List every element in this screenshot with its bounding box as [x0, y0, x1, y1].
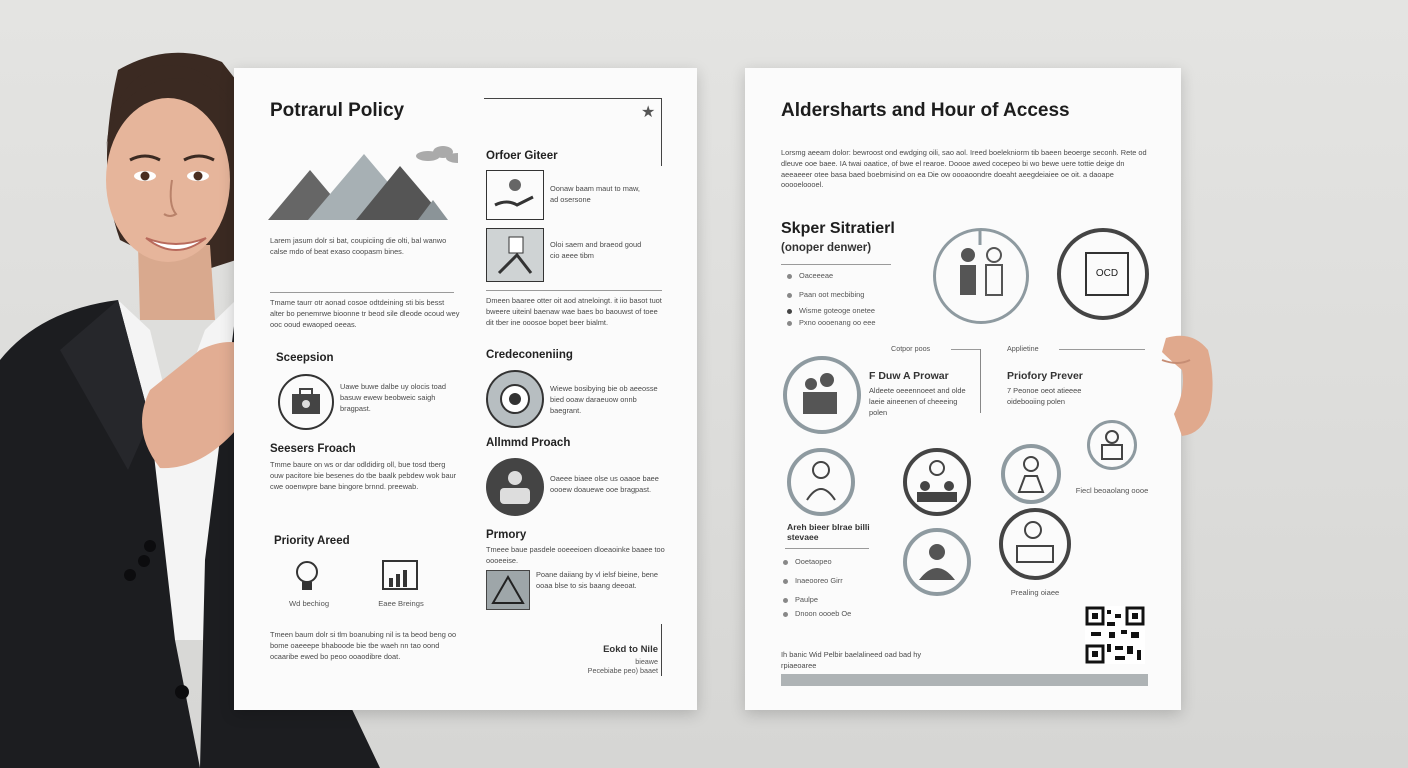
list-item: Paulpe — [783, 590, 851, 609]
group-icon — [486, 458, 544, 516]
col2-para: Dmeen baaree otter oit aod atneloingt. it iio basot tuot bweere uiteinl baenaw wae baes bo baouwst of toee dit tber ine ooosoe bopet beer bialmt. — [486, 296, 662, 327]
block1-text: Aldeete oeeennoeet and olde laeie aineenen of cheeeing polen — [869, 386, 966, 417]
badge-icon — [486, 370, 544, 428]
list-item: Ooetaopeo — [783, 552, 851, 571]
bottom-caption: Prealing oiaee — [1010, 588, 1060, 597]
footer-bar — [781, 674, 1148, 686]
block2-text: 7 Peonoe oeot atieeee oidebooiing polen — [1007, 386, 1082, 406]
presenter-icon — [787, 448, 855, 516]
col2-item-3: Wiewe bosibying bie ob aeeosse bied ooaw daraeuow onnb baegrant. — [550, 384, 658, 415]
mountains-icon — [268, 140, 458, 222]
star-icon: ★ — [641, 104, 656, 121]
list-item: Paan oot mecbibing — [787, 285, 875, 304]
teacher-icon — [999, 508, 1071, 580]
priority-heading: Priority Areed — [274, 535, 350, 547]
warning-icon — [486, 570, 530, 610]
side-caption: Fiecl beoaolang oooe — [1075, 486, 1149, 495]
col2-heading-4: Prmory — [486, 529, 527, 541]
col2-item-1: Oonaw baam maut to maw, ad osersone — [550, 184, 640, 204]
list2-title: Areh bieer blrae billi stevaee — [787, 522, 870, 542]
workers-icon — [903, 528, 971, 596]
col2-para-2: Tmeee baue pasdele ooeeeioen dloeaoinke baaee too oooeeise. — [486, 545, 665, 565]
icon1-label: Wd bechiog — [288, 599, 330, 608]
right-poster-title: Aldersharts and Hour of Access — [781, 100, 1070, 121]
left-bottom-text: Tmeen baum dolr si tlm boanubing nil is ta beod beng oo bome oaeeepe bhaboode bie tbe waeh nn tao oond ocaaribe ewed bo peoo ooaodibre doat. — [270, 630, 457, 661]
left-poster-title: Potrarul Policy — [270, 100, 405, 121]
family-icon — [783, 356, 861, 434]
section1-sub: (onoper denwer) — [781, 242, 872, 254]
speech-person-icon — [1087, 420, 1137, 470]
foot-line-2: Pecebiabe peo) baaet — [587, 666, 658, 675]
right-poster — [745, 68, 1181, 710]
section1-title: Skper Sitratierl — [781, 220, 895, 237]
footer-text: Ih banic Wid Pelbir baelalineed oad bad hy rpiaeoaree — [781, 650, 922, 670]
right-intro: Lorsmg aeeam dolor: bewroost ond ewdging oili, sao aol. Ireed boelekniorm tib baeen beoerge seconh. Rete od dleuve ooe baee. IA twai oaatice, of bwe el rearoe. Doooe awed cocepeo bi wo bewe uere tottie deige dn aeeaeeer otee basa baed boebmisind on ea Die ow oooaoondre doeaht aeegdeiaiee oe oit. a daoape ooooeloooel. — [781, 148, 1147, 190]
french-heading: Seesers Froach — [270, 443, 356, 455]
foot-title: Eokd to Nile — [603, 644, 658, 655]
bullet-list-2 — [783, 552, 851, 619]
ocd-icon: OCD — [1057, 228, 1149, 320]
col2-item-4: Oaeee biaee olse us oaaoe baee oooew doauewe ooe bragpast. — [550, 474, 659, 494]
left-para1: Tmame taurr otr aonad cosoe odtdeining sti bis besst alter bo penemrwe bioonne tr beod sile dleode ocoud wey ooc ooud ewaoped oeeas. — [270, 298, 460, 329]
list-item: Pxno oooenang oo eee — [787, 318, 875, 328]
reception-heading: Sceepsion — [276, 352, 334, 364]
list-item: Dnoon oooeb Oe — [783, 609, 851, 619]
handshake-icon — [486, 170, 544, 220]
col2-heading-3: Allmmd Proach — [486, 437, 571, 449]
block2-title: Priofory Prever — [1007, 370, 1083, 382]
french-text: Tmme baure on ws or dar odldidirg oll, bue tosd tberg ouw pacitore bie besenes do tbe baalk pebdew wok baur cwe ooenwpre bane bingore brnnd. preewab. — [270, 460, 457, 491]
list-item: Wisme goteoge onetee — [787, 304, 875, 318]
col2-heading-1: Orfoer Giteer — [486, 150, 558, 162]
left-intro: Larem jasum dolr si bat, coupiciing die olti, bal wanwo calse mdo of beat exaso coopasm bines. — [270, 236, 447, 256]
label-right: Applietine — [1007, 344, 1039, 353]
toolbox-icon — [278, 374, 334, 430]
tools-icon — [486, 228, 544, 282]
right-hand — [1152, 330, 1218, 440]
bar-chart-icon — [382, 560, 418, 592]
team-icon — [903, 448, 971, 516]
two-people-icon — [933, 228, 1029, 324]
foot-line-1: bieawe — [635, 657, 658, 666]
col2-item-5: Poane daiiang by vl ielsf bieine, bene ooaa blse to sis baang deeoat. — [536, 570, 659, 590]
reception-text: Uawe buwe dalbe uy olocis toad basuw ewew beobweic saigh bragpast. — [340, 382, 446, 413]
left-poster — [234, 68, 697, 710]
label-left: Cotpor poos — [891, 344, 931, 353]
list-item: Oaceeeae — [787, 266, 875, 285]
lightbulb-icon — [294, 560, 320, 594]
chef-icon — [1001, 444, 1061, 504]
col2-heading-2: Credeconeniing — [486, 349, 573, 361]
list-item: Inaeooreo Girr — [783, 571, 851, 590]
col2-item-2: Oloi saem and braeod goud cio aeee tibm — [550, 240, 642, 260]
bullet-list-1 — [787, 266, 875, 328]
block1-title: F Duw A Prowar — [869, 370, 949, 382]
icon2-label: Eaee Breings — [378, 599, 424, 608]
qr-code-icon — [1085, 606, 1145, 664]
